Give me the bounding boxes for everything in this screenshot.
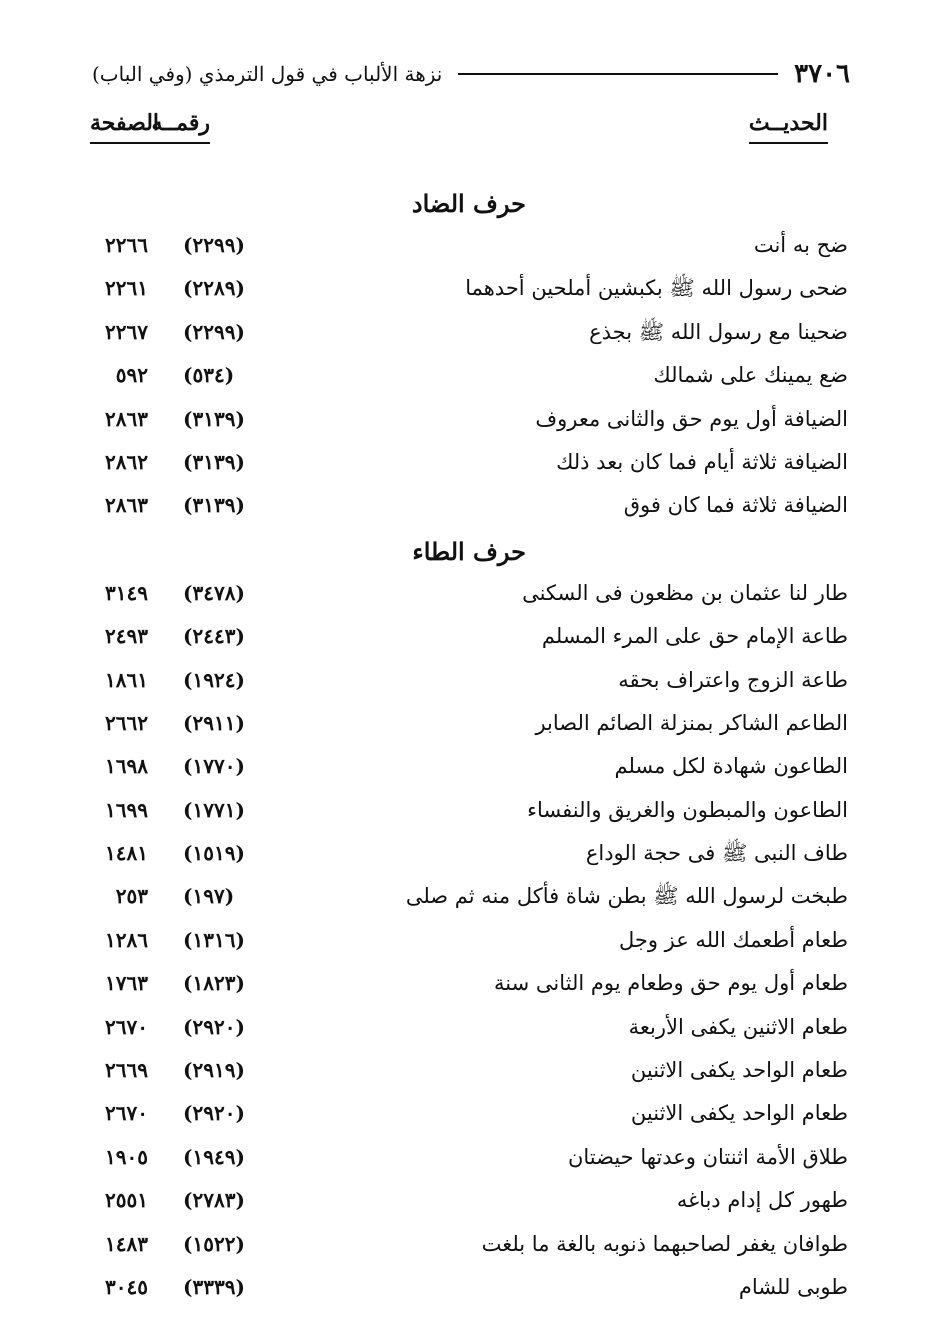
hadith-text: الضيافة أول يوم حق والثانى معروف xyxy=(535,406,848,431)
hadith-text: الطاعون شهادة لكل مسلم xyxy=(614,754,848,779)
hadith-text: طلاق الأمة اثنتان وعدتها حيضتان xyxy=(567,1144,848,1169)
hadith-number: (٢٧٨٣) xyxy=(183,1188,245,1213)
hadith-text: الطاعون والمبطون والغريق والنفساء xyxy=(527,797,848,822)
hadith-number: (٢٩١٩) xyxy=(183,1058,245,1083)
index-row xyxy=(60,1179,848,1222)
header-rule xyxy=(458,73,778,75)
index-row xyxy=(60,224,848,267)
page-reference: ١٦٩٨ xyxy=(105,754,148,779)
hadith-number: (٣٣٣٩) xyxy=(183,1274,245,1299)
index-row xyxy=(60,354,848,397)
index-row xyxy=(60,875,848,918)
hadith-number: (١٧٧١) xyxy=(183,797,245,822)
hadith-text: طهور كل إدام دباغه xyxy=(676,1188,848,1213)
section-title: حرف الطاء xyxy=(412,536,526,566)
page-reference: ٢٦٦٢ xyxy=(105,710,148,735)
index-row xyxy=(60,398,848,441)
hadith-text: طاعة الإمام حق على المرء المسلم xyxy=(541,624,848,649)
hadith-number: (٢٢٨٩) xyxy=(183,276,245,301)
section-title: حرف الضاد xyxy=(411,189,526,218)
page-reference: ٢٢٦٦ xyxy=(105,233,148,257)
page-reference: ١٢٨٦ xyxy=(105,927,148,952)
hadith-number: (١٣١٦) xyxy=(183,927,245,952)
page-reference: ٥٩٢ xyxy=(115,363,148,388)
page-reference: ٣١٤٩ xyxy=(105,580,148,605)
hadith-number: (١٥٢٢) xyxy=(183,1231,245,1256)
index-row xyxy=(60,1136,848,1179)
index-row xyxy=(60,572,848,615)
page-reference: ٢٦٦٩ xyxy=(105,1058,148,1083)
index-row xyxy=(60,789,848,832)
index-row xyxy=(60,919,848,962)
page-reference: ١٦٩٩ xyxy=(105,797,148,822)
page-reference: ٢٨٦٣ xyxy=(105,406,148,431)
page-number: ٣٧٠٦ xyxy=(794,59,850,89)
hadith-number: (١٩٧) xyxy=(183,884,235,909)
hadith-number: (٥٣٤) xyxy=(183,363,235,388)
hadith-number: (٢٩٢٠) xyxy=(183,1101,245,1126)
hadith-number: (١٥١٩) xyxy=(183,841,245,866)
column-header-hadith xyxy=(749,110,828,144)
hadith-number: (٢٢٩٩) xyxy=(183,233,245,257)
index-row xyxy=(60,1266,848,1309)
hadith-text: طار لنا عثمان بن مظعون فى السكنى xyxy=(522,580,848,605)
page-reference: ٣٠٤٥ xyxy=(105,1274,148,1299)
hadith-number: (٣١٣٩) xyxy=(183,493,245,518)
hadith-index-list xyxy=(60,183,848,1309)
hadith-text: طعام الاثنين يكفى الأربعة xyxy=(628,1014,848,1039)
page-reference: ٢٨٦٣ xyxy=(105,493,148,518)
hadith-number: (٢٤٤٣) xyxy=(183,624,245,649)
hadith-number: (٣١٣٩) xyxy=(183,449,245,474)
hadith-text: طعام الواحد يكفى الاثنين xyxy=(630,1058,848,1083)
hadith-number: (١٨٢٣) xyxy=(183,971,245,996)
page-reference: ٢٥٥١ xyxy=(105,1188,148,1213)
hadith-number: (٢٢٩٩) xyxy=(183,319,245,344)
page-reference: ٢٢٦٧ xyxy=(105,319,148,344)
hadith-number: (٢٩١١) xyxy=(183,710,245,735)
hadith-text: طبخت لرسول الله ﷺ بطن شاة فأكل منه ثم صلى xyxy=(405,884,848,909)
page-reference: ٢٢٦١ xyxy=(105,276,148,301)
hadith-text: طعام أطعمك الله عز وجل xyxy=(618,927,848,952)
hadith-text: طوبى للشام xyxy=(738,1274,848,1299)
page-reference: ١٧٦٣ xyxy=(105,971,148,996)
index-row xyxy=(60,1092,848,1135)
index-row xyxy=(60,1049,848,1092)
running-title: نزهة الألباب في قول الترمذي (وفي الباب) xyxy=(92,62,443,86)
hadith-text: الطاعم الشاكر بمنزلة الصائم الصابر xyxy=(535,710,848,735)
index-row xyxy=(60,832,848,875)
index-row xyxy=(60,484,848,527)
page-reference: ٢٤٩٣ xyxy=(105,624,148,649)
hadith-text: طاعة الزوج واعتراف بحقه xyxy=(618,667,848,692)
hadith-number: (٣٤٧٨) xyxy=(183,580,245,605)
page-reference: ١٤٨١ xyxy=(105,841,148,866)
hadith-text: ضع يمينك على شمالك xyxy=(653,363,848,388)
page-reference: ٢٦٧٠ xyxy=(105,1101,148,1126)
running-header xyxy=(92,54,850,94)
column-header-page xyxy=(90,110,159,144)
page-reference: ٢٦٧٠ xyxy=(105,1014,148,1039)
hadith-text: طاف النبى ﷺ فى حجة الوداع xyxy=(585,841,848,866)
hadith-number: (١٧٧٠) xyxy=(183,754,245,779)
hadith-text: الضيافة ثلاثة فما كان فوق xyxy=(623,493,848,518)
hadith-text: ضحينا مع رسول الله ﷺ بجذع xyxy=(589,319,848,344)
hadith-text: الضيافة ثلاثة أيام فما كان بعد ذلك xyxy=(556,449,848,474)
hadith-number: (١٩٢٤) xyxy=(183,667,245,692)
page-reference: ١٤٨٣ xyxy=(105,1231,148,1256)
page-reference: ١٨٦١ xyxy=(105,667,148,692)
hadith-text: طعام الواحد يكفى الاثنين xyxy=(630,1101,848,1126)
index-row xyxy=(60,745,848,788)
hadith-text: طوافان يغفر لصاحبهما ذنوبه بالغة ما بلغت xyxy=(481,1231,848,1256)
index-row xyxy=(60,267,848,310)
index-row xyxy=(60,441,848,484)
index-row xyxy=(60,1006,848,1049)
index-row xyxy=(60,1223,848,1266)
index-row xyxy=(60,962,848,1005)
index-row xyxy=(60,615,848,658)
hadith-number: (٢٩٢٠) xyxy=(183,1014,245,1039)
column-header-hadith-label: الحديــث xyxy=(749,110,828,144)
hadith-number: (١٩٤٩) xyxy=(183,1144,245,1169)
hadith-text: ضح به أنت xyxy=(753,233,848,257)
index-row xyxy=(60,311,848,354)
column-header-number-label: رقمــه xyxy=(151,110,210,144)
page-reference: ٢٥٣ xyxy=(115,884,148,909)
index-row xyxy=(60,659,848,702)
index-row xyxy=(60,702,848,745)
hadith-number: (٣١٣٩) xyxy=(183,406,245,431)
hadith-text: ضحى رسول الله ﷺ بكبشين أملحين أحدهما xyxy=(465,276,848,301)
column-header-page-label: الصفحة xyxy=(90,110,159,144)
page-reference: ٢٨٦٢ xyxy=(105,449,148,474)
hadith-text: طعام أول يوم حق وطعام يوم الثانى سنة xyxy=(494,971,848,996)
page-reference: ١٩٠٥ xyxy=(105,1144,148,1169)
